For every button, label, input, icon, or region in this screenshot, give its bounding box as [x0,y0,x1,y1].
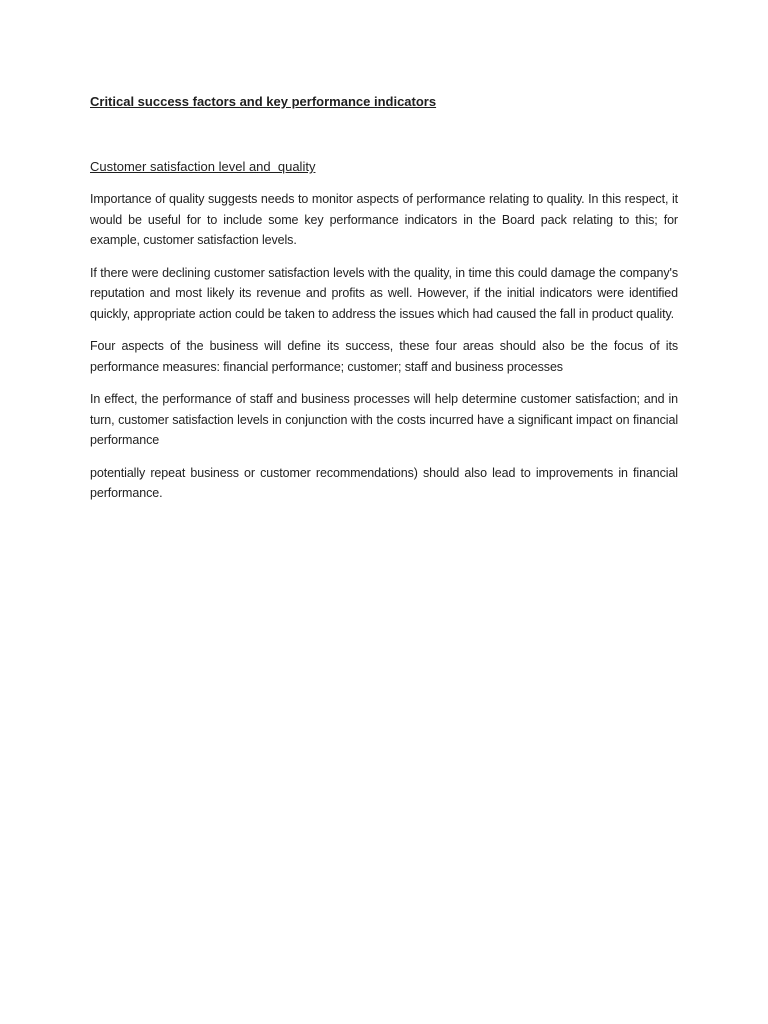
paragraph-repeat-business: potentially repeat business or customer recommendations) should also lead to improvements in financial performance. [90,465,678,500]
paragraph-staff-processes: In effect, the performance of staff and business processes will help determine customer satisfaction; and in turn, customer satisfaction levels in conjunction with the costs incurred have a significant impact on financial performance [90,392,678,447]
section-heading: Customer satisfaction level and quality [90,159,316,174]
paragraph-four-aspects: Four aspects of the business will define its success, these four areas should also be the focus of its performance measures: financial performance; customer; staff and business processes [90,339,678,374]
paragraph-quality-kpis: Importance of quality suggests needs to monitor aspects of performance relating to quality. In this respect, it would be useful for to include some key performance indicators in the Board pack relating to this; for example, customer satisfaction levels. [90,192,678,247]
document-body [90,92,678,504]
paragraph-declining-satisfaction: If there were declining customer satisfaction levels with the quality, in time this could damage the company's reputation and most likely its revenue and profits as well. However, if the initial indicators were identified quickly, appropriate action could be taken to address the issues which had caused the fall in product quality. [90,265,678,321]
document-title: Critical success factors and key performance indicators [90,94,437,109]
